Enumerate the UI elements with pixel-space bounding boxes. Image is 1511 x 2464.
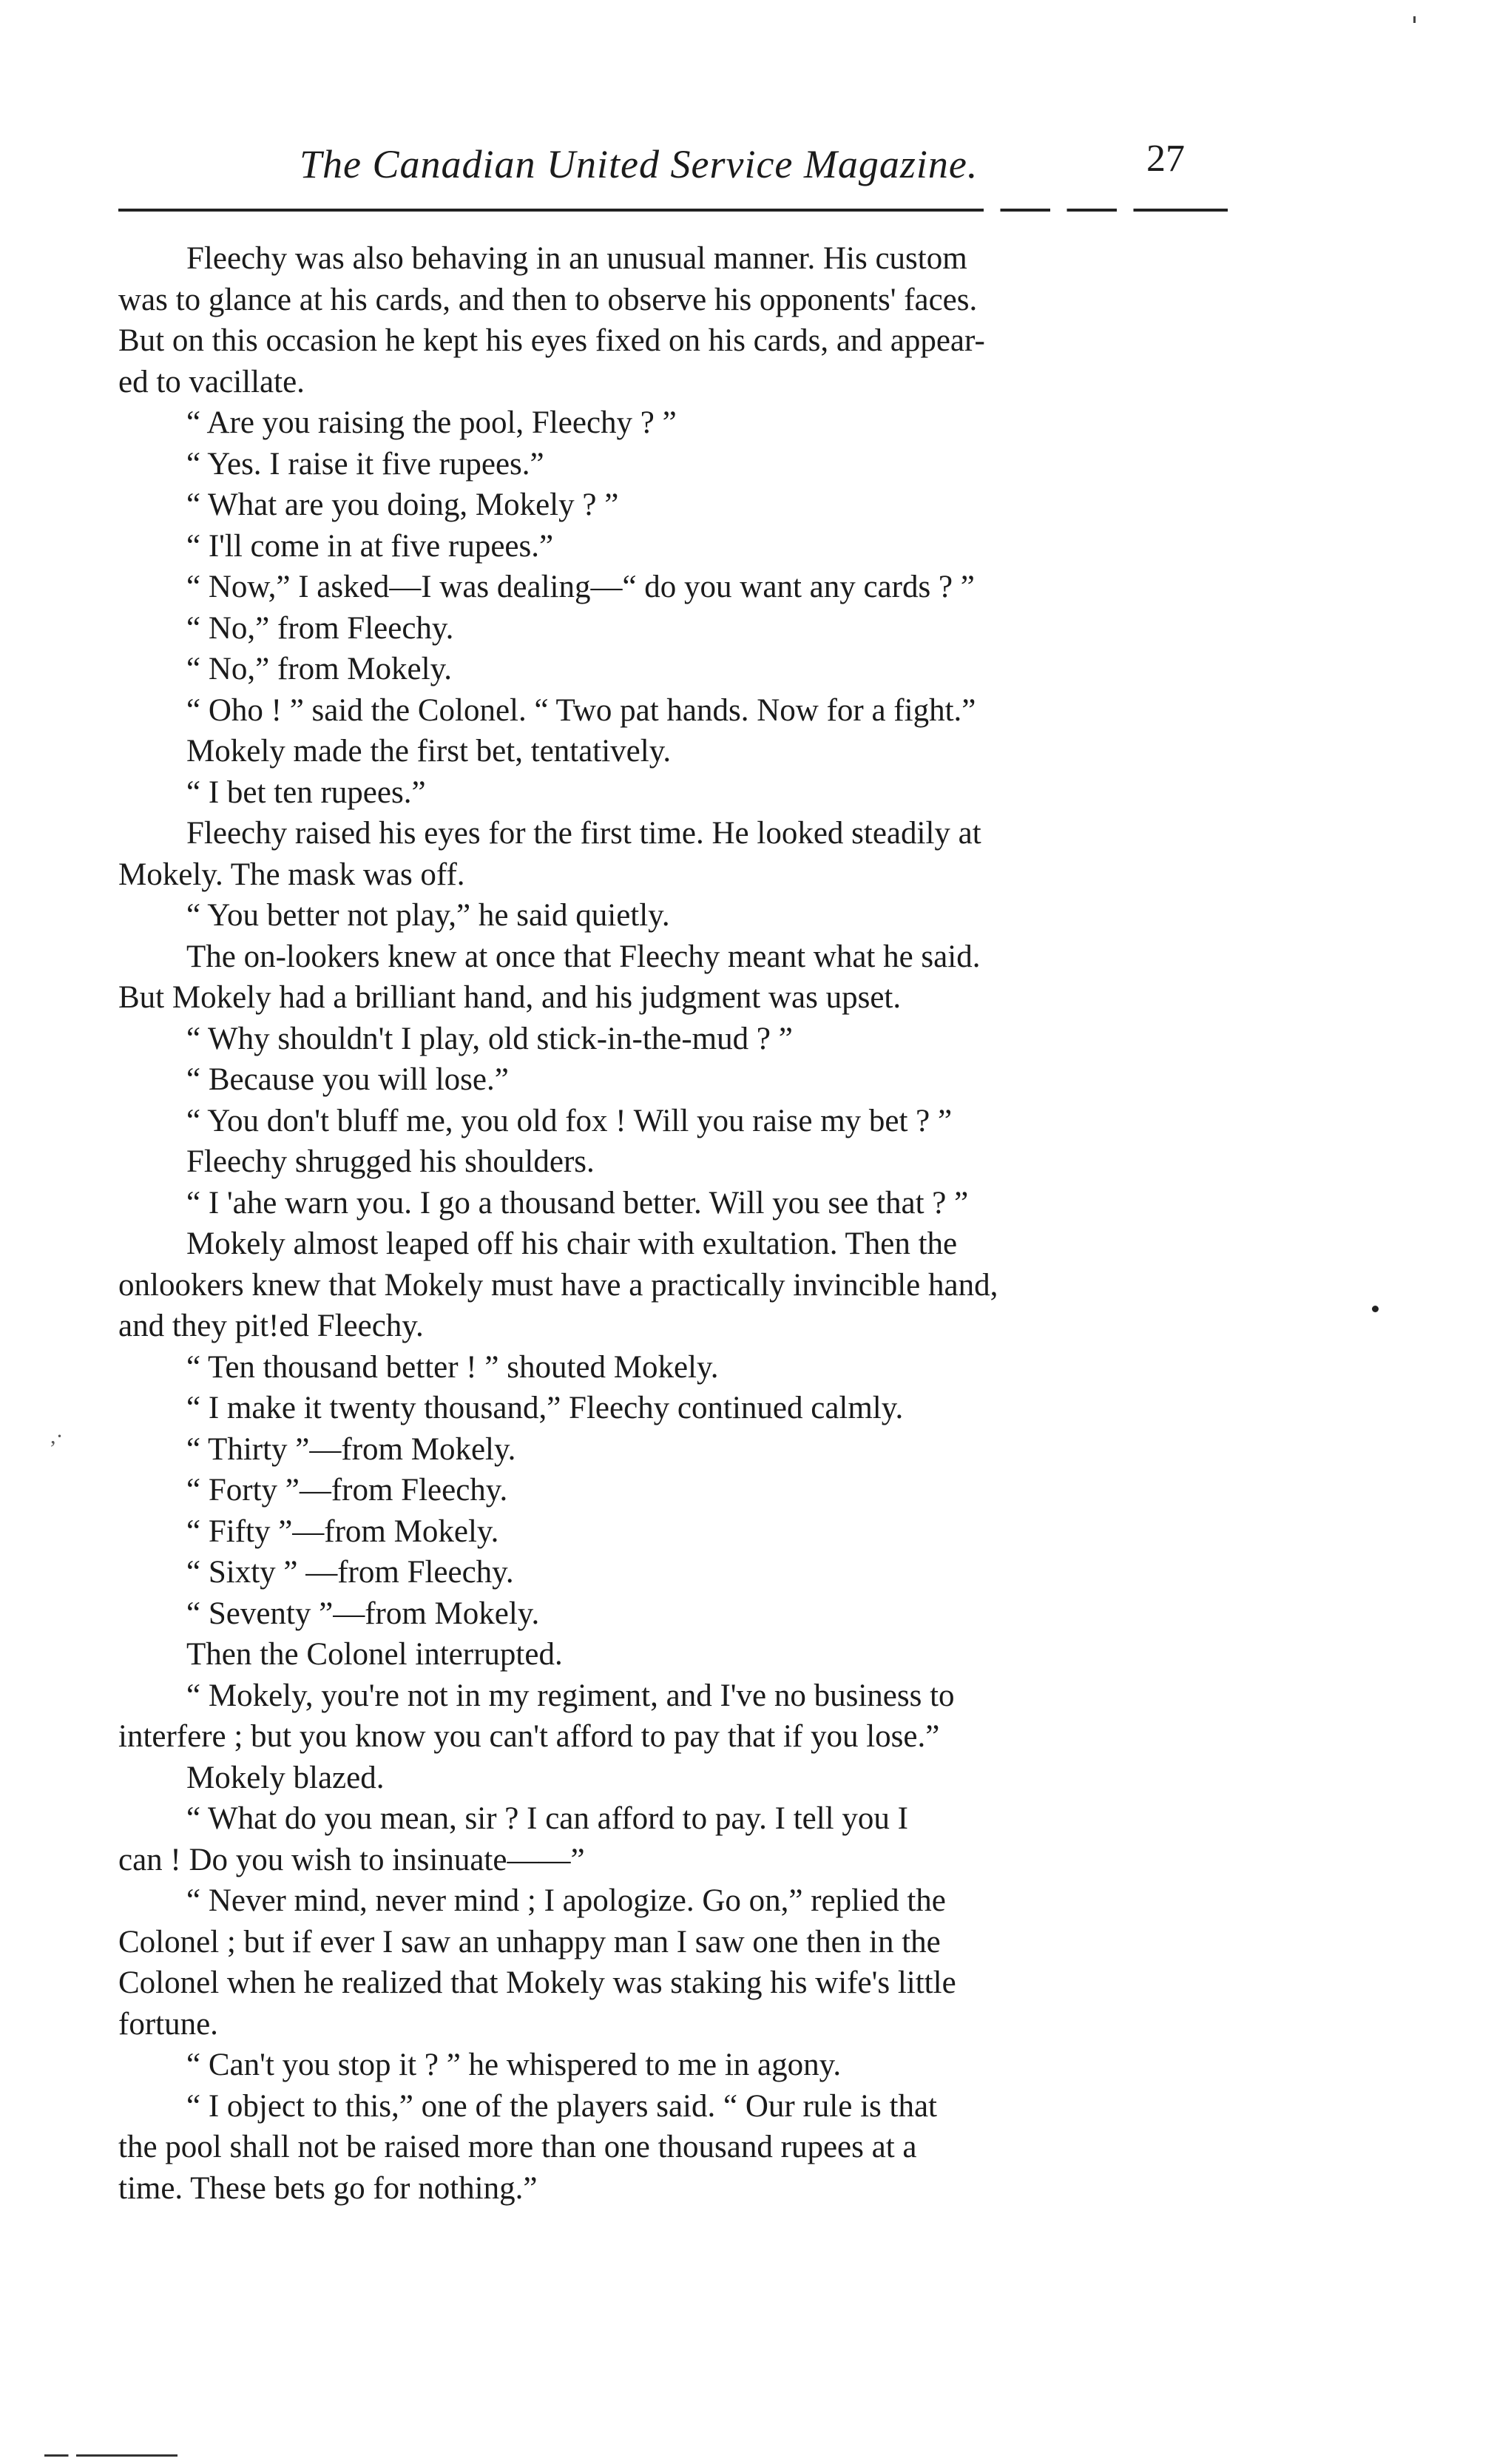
text-line: “ Oho ! ” said the Colonel. “ Two pat hands. Now for a fight.” <box>186 692 976 728</box>
text-line: “ Yes. I raise it five rupees.” <box>186 446 544 482</box>
text-line: “ Never mind, never mind ; I apologize. Go on,” replied the <box>186 1883 946 1918</box>
text-line: Fleechy shrugged his shoulders. <box>186 1144 595 1179</box>
text-line: onlookers knew that Mokely must have a practically invincible hand, <box>118 1267 998 1303</box>
text-line: “ Why shouldn't I play, old stick-in-the-mud ? ” <box>186 1021 793 1056</box>
text-line: “ Thirty ”—from Mokely. <box>186 1431 516 1467</box>
text-line: Then the Colonel interrupted. <box>186 1637 563 1672</box>
text-line: was to glance at his cards, and then to observe his opponents' faces. <box>118 282 978 317</box>
text-line: “ Fifty ”—from Mokely. <box>186 1513 499 1549</box>
scan-speck <box>1413 16 1416 23</box>
text-line: “ No,” from Mokely. <box>186 652 453 686</box>
bottom-rule-fragment <box>44 2454 178 2457</box>
page-number: 27 <box>1146 138 1185 180</box>
running-header <box>118 137 1220 196</box>
text-line: “ I'll come in at five rupees.” <box>186 528 554 564</box>
text-line: “ Sixty ” —from Fleechy. <box>186 1555 514 1590</box>
text-line: “ No,” from Fleechy. <box>186 610 454 646</box>
text-line: “ I bet ten rupees.” <box>186 774 426 810</box>
text-line: the pool shall not be raised more than one thousand rupees at a <box>118 2130 917 2164</box>
text-line: “ What do you mean, sir ? I can afford to pay. I tell you I <box>186 1801 908 1836</box>
text-line: “ Mokely, you're not in my regiment, and I've no business to <box>186 1678 955 1713</box>
text-line: “ You don't bluff me, you old fox ! Will you raise my bet ? ” <box>186 1103 953 1138</box>
text-line: “ Can't you stop it ? ” he whispered to me in agony. <box>186 2048 842 2082</box>
text-line: But Mokely had a brilliant hand, and his judgment was upset. <box>118 980 902 1015</box>
text-line: “ Forty ”—from Fleechy. <box>186 1473 508 1508</box>
text-line: Fleechy raised his eyes for the first time. He looked steadily at <box>186 816 981 851</box>
text-line: Mokely blazed. <box>186 1760 385 1795</box>
body-text <box>118 238 1257 2209</box>
text-line: The on-lookers knew at once that Fleechy meant what he said. <box>186 939 981 974</box>
header-rule <box>118 209 1228 212</box>
text-line: “ I make it twenty thousand,” Fleechy continued calmly. <box>186 1391 904 1425</box>
text-line: “ Seventy ”—from Mokely. <box>186 1596 540 1631</box>
text-line: “ Now,” I asked—I was dealing—“ do you want any cards ? ” <box>186 570 975 604</box>
text-line: interfere ; but you know you can't afford to pay that if you lose.” <box>118 1719 940 1754</box>
margin-scratch: ,· <box>50 1424 64 1448</box>
text-line: Mokely. The mask was off. <box>118 857 465 892</box>
margin-dot <box>1372 1306 1379 1312</box>
text-line: But on this occasion he kept his eyes fixed on his cards, and appear- <box>118 323 985 358</box>
text-line: can ! Do you wish to insinuate——” <box>118 1842 585 1877</box>
text-line: fortune. <box>118 2006 218 2042</box>
text-line: “ Ten thousand better ! ” shouted Mokely. <box>186 1349 719 1385</box>
text-line: Mokely made the first bet, tentatively. <box>186 734 672 769</box>
text-line: and they pit!ed Fleechy. <box>118 1309 424 1343</box>
text-line: “ Because you will lose.” <box>186 1062 509 1097</box>
text-line: Mokely almost leaped off his chair with exultation. Then the <box>186 1226 958 1261</box>
running-title: The Canadian United Service Magazine. <box>300 142 978 186</box>
text-line: “ I 'ahe warn you. I go a thousand better. Will you see that ? ” <box>186 1185 969 1221</box>
text-line: “ You better not play,” he said quietly. <box>186 898 670 933</box>
text-line: “ I object to this,” one of the players said. “ Our rule is that <box>186 2088 937 2124</box>
text-line: Colonel ; but if ever I saw an unhappy man I saw one then in the <box>118 1924 941 1960</box>
text-line: Colonel when he realized that Mokely was staking his wife's little <box>118 1965 956 2000</box>
text-line: “ What are you doing, Mokely ? ” <box>186 487 619 522</box>
text-line: Fleechy was also behaving in an unusual manner. His custom <box>186 241 967 276</box>
text-line: time. These bets go for nothing.” <box>118 2170 538 2206</box>
text-line: “ Are you raising the pool, Fleechy ? ” <box>186 405 677 440</box>
text-line: ed to vacillate. <box>118 364 305 399</box>
